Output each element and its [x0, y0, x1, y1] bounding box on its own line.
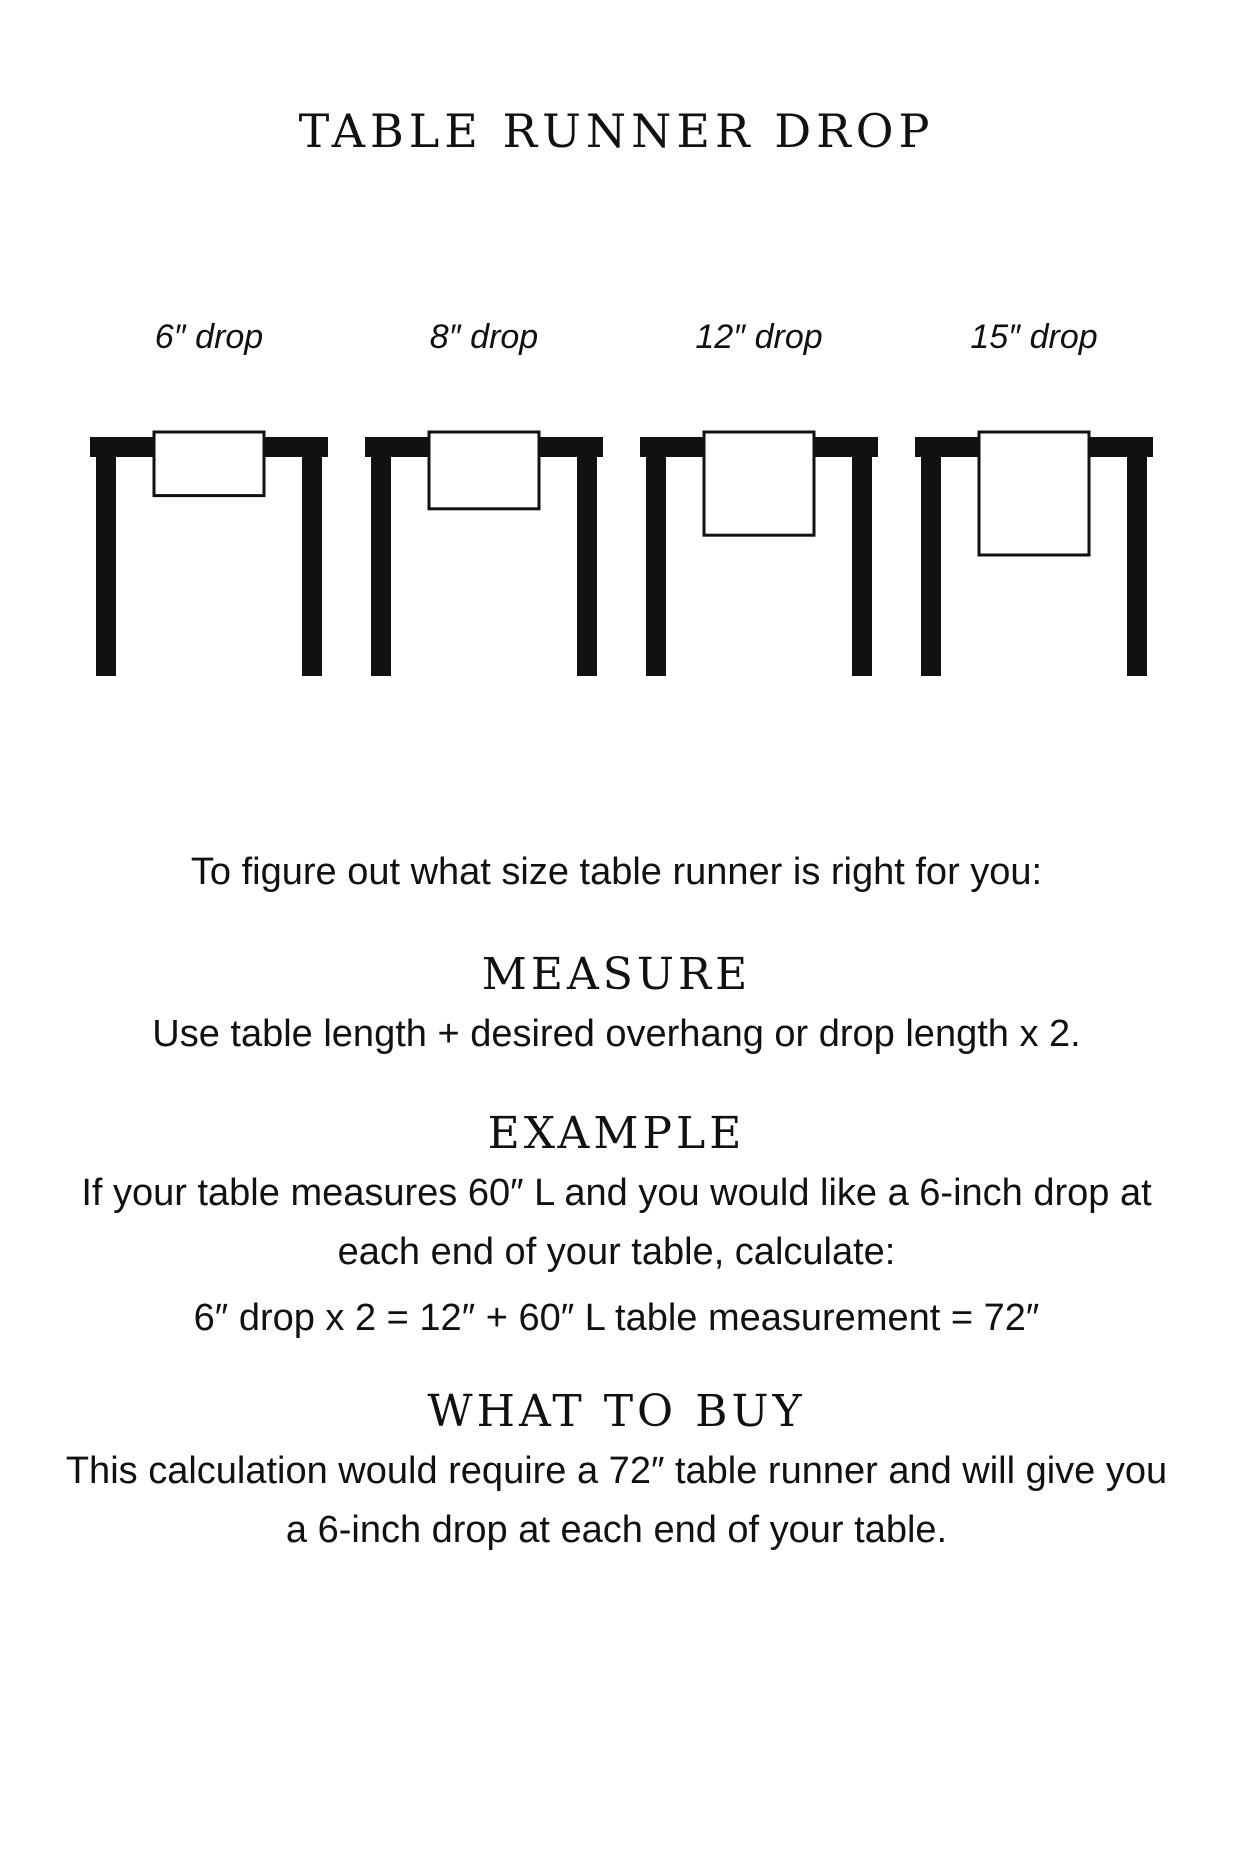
table-leg-right	[852, 437, 872, 676]
drop-label: 6″ drop	[154, 318, 264, 356]
drop-label: 15″ drop	[970, 318, 1098, 356]
what-to-buy-section	[0, 1385, 1233, 1560]
instructions	[0, 850, 1233, 1606]
table-diagram-4	[915, 318, 1153, 676]
drop-label: 12″ drop	[695, 318, 823, 356]
intro-text: To figure out what size table runner is right for you:	[190, 851, 1043, 893]
runner-drop	[704, 432, 814, 535]
example-heading: EXAMPLE	[487, 1107, 746, 1159]
example-formula: 6″ drop x 2 = 12″ + 60″ L table measurement = 72″	[193, 1297, 1040, 1340]
table-leg-left	[96, 437, 116, 676]
drop-label: 8″ drop	[429, 318, 539, 356]
runner-drop	[429, 432, 539, 509]
table-diagram-2	[365, 318, 603, 676]
what-to-buy-heading: WHAT TO BUY	[427, 1385, 806, 1437]
table-drop-diagram	[0, 300, 1233, 700]
table-leg-left	[371, 437, 391, 676]
table-leg-right	[1127, 437, 1147, 676]
measure-section	[0, 948, 1233, 1064]
example-section	[0, 1107, 1233, 1342]
table-leg-left	[921, 437, 941, 676]
table-leg-right	[577, 437, 597, 676]
what-to-buy-body: This calculation would require a 72″ table runner and will give you a 6-inch drop at each end of your table.	[65, 1450, 1168, 1551]
table-leg-right	[302, 437, 322, 676]
measure-heading: MEASURE	[481, 948, 752, 1000]
page-title: TABLE RUNNER DROP	[298, 104, 935, 158]
measure-body: Use table length + desired overhang or drop length x 2.	[152, 1012, 1081, 1055]
runner-drop	[979, 432, 1089, 555]
table-leg-left	[646, 437, 666, 676]
table-diagram-1	[90, 318, 328, 676]
example-body: If your table measures 60″ L and you would like a 6-inch drop at each end of your table, calculate:	[81, 1172, 1152, 1274]
table-diagram-3	[640, 318, 878, 676]
runner-drop	[154, 432, 264, 496]
